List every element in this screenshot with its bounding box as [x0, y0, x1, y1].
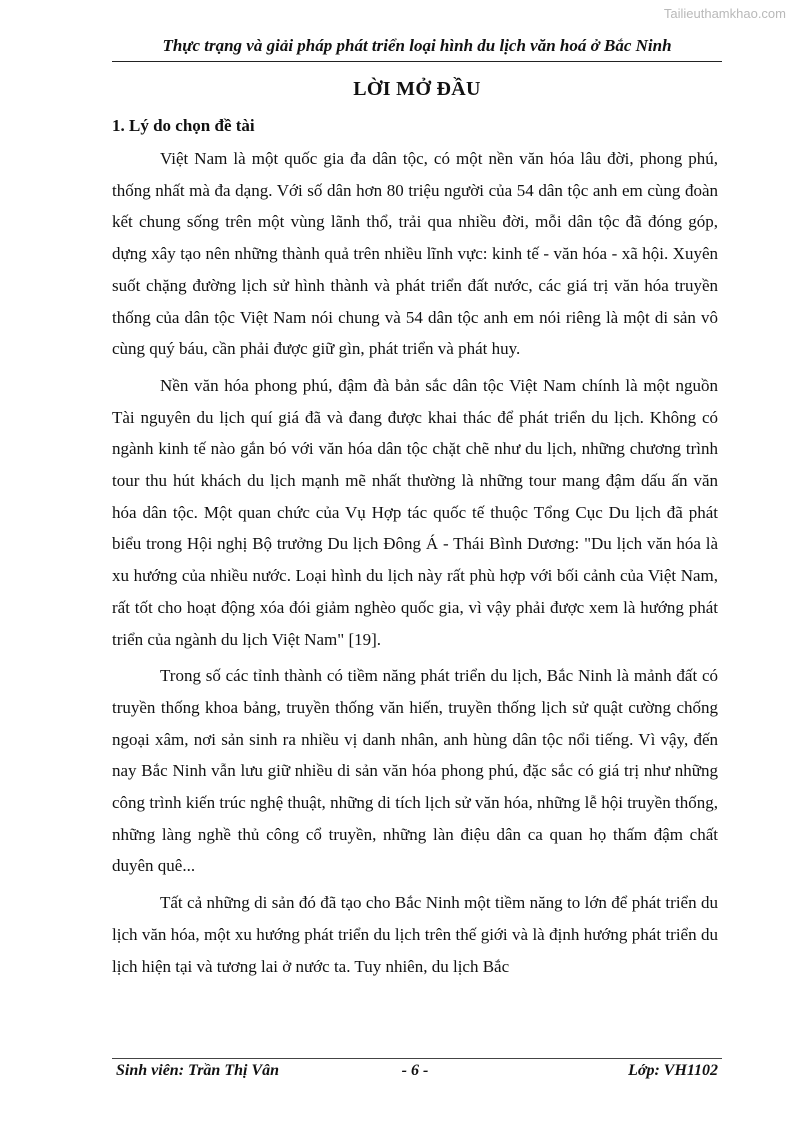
chapter-title: LỜI MỞ ĐẦU: [353, 78, 481, 100]
page-number: - 6 -: [401, 1062, 429, 1079]
section-heading: 1. Lý do chọn đề tài: [112, 116, 255, 135]
body-text: [112, 143, 718, 982]
watermark: Tailieuthamkhao.com: [663, 6, 786, 21]
paragraph: Nền văn hóa phong phú, đậm đà bản sắc dân tộc Việt Nam chính là một nguồn Tài nguyên du lịch quí giá đã và đang được khai thác để phát triển du lịch. Không có ngành kinh tế nào gắn bó với văn hóa dân tộc chặt chẽ như du lịch, những chương trình tour thu hút khách du lịch mạnh mẽ nhất thường là những tour mang đậm dấu ấn văn hóa dân tộc. Một quan chức của Vụ Hợp tác quốc tế thuộc Tổng Cục Du lịch đã phát biểu trong Hội nghị Bộ trưởng Du lịch Đông Á - Thái Bình Dương: "Du lịch văn hóa là xu hướng của nhiều nước. Loại hình du lịch này rất phù hợp với bối cảnh của Việt Nam, rất tốt cho hoạt động xóa đói giảm nghèo quốc gia, vì vậy phải được xem là hướng phát triển của ngành du lịch Việt Nam" [19].: [112, 375, 718, 649]
paragraph: Việt Nam là một quốc gia đa dân tộc, có một nền văn hóa lâu đời, phong phú, thống nhất mà đa dạng. Với số dân hơn 80 triệu người của 54 dân tộc anh em cùng đoàn kết chung sống trên một vùng lãnh thổ, trải qua nhiều đời, mỗi dân tộc đã đóng góp, dựng xây tạo nên những thành quả trên nhiều lĩnh vực: kinh tế - văn hóa - xã hội. Xuyên suốt chặng đường lịch sử hình thành và phát triển đất nước, các giá trị văn hóa truyền thống của dân tộc Việt Nam nói chung và 54 dân tộc anh em nói riêng là một di sản vô cùng quý báu, cần phải được giữ gìn, phát triển và phát huy.: [112, 149, 718, 359]
running-header: Thực trạng và giải pháp phát triển loại hình du lịch văn hoá ở Bắc Ninh: [162, 36, 672, 55]
footer-class: Lớp: VH1102: [628, 1062, 718, 1079]
header-rule: [112, 61, 722, 62]
paragraph: Tất cả những di sản đó đã tạo cho Bắc Ninh một tiềm năng to lớn để phát triển du lịch văn hóa, một xu hướng phát triển du lịch trên thế giới và là định hướng phát triển du lịch hiện tại và tương lai ở nước ta. Tuy nhiên, du lịch Bắc: [112, 893, 718, 976]
paragraph: Trong số các tỉnh thành có tiềm năng phát triển du lịch, Bắc Ninh là mảnh đất có truyền thống khoa bảng, truyền thống văn hiến, truyền thống lịch sử quật cường chống ngoại xâm, nơi sản sinh ra nhiều vị danh nhân, anh hùng dân tộc nổi tiếng. Vì vậy, đến nay Bắc Ninh vẫn lưu giữ nhiều di sản văn hóa phong phú, đặc sắc có giá trị như những công trình kiến trúc nghệ thuật, những di tích lịch sử văn hóa, những lễ hội truyền thống, những làng nghề thủ công cổ truyền, những làn điệu dân ca quan họ thấm đậm chất duyên quê...: [112, 666, 718, 876]
footer-student: Sinh viên: Trần Thị Vân: [116, 1062, 280, 1079]
footer-rule: [112, 1058, 722, 1059]
